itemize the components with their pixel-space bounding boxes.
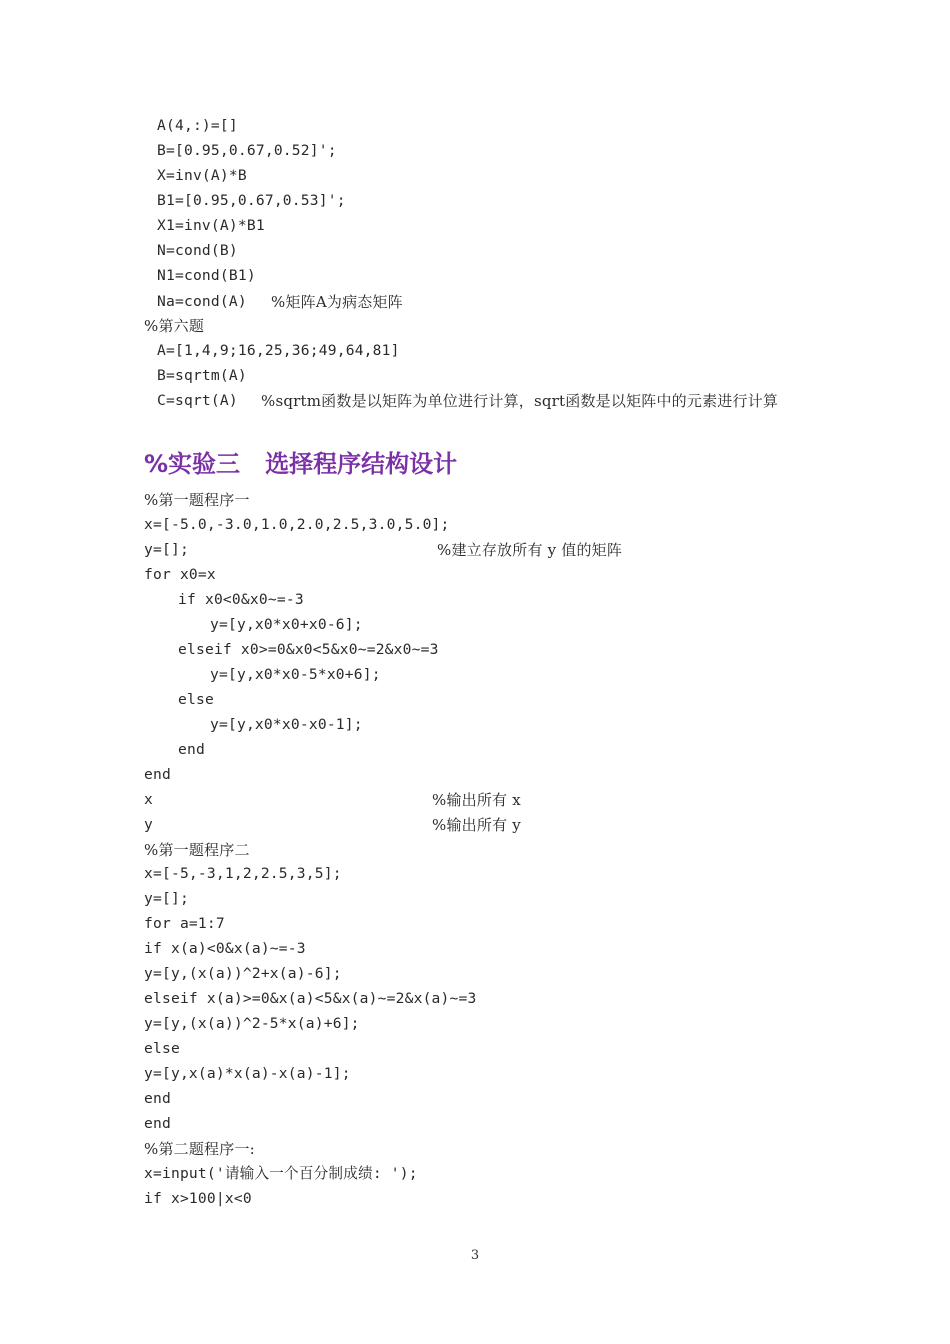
section-comment: %第一题程序一 bbox=[144, 491, 250, 509]
code-line: x=[-5,-3,1,2,2.5,3,5]; bbox=[144, 865, 342, 882]
code-line: B=[0.95,0.67,0.52]'; bbox=[157, 142, 337, 159]
code-comment: %建立存放所有 y 值的矩阵 bbox=[437, 541, 623, 559]
code-line: elseif x(a)>=0&x(a)<5&x(a)~=2&x(a)~=3 bbox=[144, 990, 477, 1007]
code-line: x bbox=[144, 791, 153, 808]
section-comment: %第六题 bbox=[144, 317, 205, 335]
code-comment: %矩阵A为病态矩阵 bbox=[271, 293, 403, 311]
code-line: x=input('请输入一个百分制成绩: '); bbox=[144, 1165, 418, 1182]
code-line: Na=cond(A) bbox=[157, 293, 247, 310]
code-line: N1=cond(B1) bbox=[157, 267, 256, 284]
code-comment: %输出所有 y bbox=[432, 816, 521, 834]
code-line: else bbox=[178, 691, 214, 708]
code-line: B1=[0.95,0.67,0.53]'; bbox=[157, 192, 346, 209]
code-line: end bbox=[144, 1090, 171, 1107]
section-comment: %第一题程序二 bbox=[144, 841, 250, 859]
code-line: if x(a)<0&x(a)~=-3 bbox=[144, 940, 306, 957]
code-line: for a=1:7 bbox=[144, 915, 225, 932]
code-line: X=inv(A)*B bbox=[157, 167, 247, 184]
code-line: y=[y,x(a)*x(a)-x(a)-1]; bbox=[144, 1065, 351, 1082]
code-line: end bbox=[144, 766, 171, 783]
code-line: y=[y,x0*x0-5*x0+6]; bbox=[210, 666, 381, 683]
section-heading: %实验三 选择程序结构设计 bbox=[144, 450, 458, 478]
code-line: else bbox=[144, 1040, 180, 1057]
code-line: if x0<0&x0~=-3 bbox=[178, 591, 304, 608]
code-line: x=[-5.0,-3.0,1.0,2.0,2.5,3.0,5.0]; bbox=[144, 516, 450, 533]
code-line: if x>100|x<0 bbox=[144, 1190, 252, 1207]
code-line: C=sqrt(A) bbox=[157, 392, 238, 409]
code-line: end bbox=[178, 741, 205, 758]
code-line: y=[y,(x(a))^2-5*x(a)+6]; bbox=[144, 1015, 360, 1032]
code-line: for x0=x bbox=[144, 566, 216, 583]
code-line: X1=inv(A)*B1 bbox=[157, 217, 265, 234]
code-line: A=[1,4,9;16,25,36;49,64,81] bbox=[157, 342, 400, 359]
code-line: N=cond(B) bbox=[157, 242, 238, 259]
section-comment: %第二题程序一: bbox=[144, 1140, 255, 1158]
code-line: y=[]; bbox=[144, 890, 189, 907]
code-line: y=[y,x0*x0+x0-6]; bbox=[210, 616, 363, 633]
code-line: y=[]; bbox=[144, 541, 189, 558]
page-number: 3 bbox=[470, 1248, 480, 1263]
code-line: y bbox=[144, 816, 153, 833]
code-comment: %sqrtm函数是以矩阵为单位进行计算，sqrt函数是以矩阵中的元素进行计算 bbox=[261, 392, 779, 410]
code-line: B=sqrtm(A) bbox=[157, 367, 247, 384]
code-line: y=[y,(x(a))^2+x(a)-6]; bbox=[144, 965, 342, 982]
code-line: y=[y,x0*x0-x0-1]; bbox=[210, 716, 363, 733]
code-line: A(4,:)=[] bbox=[157, 117, 238, 134]
code-line: end bbox=[144, 1115, 171, 1132]
code-comment: %输出所有 x bbox=[432, 791, 521, 809]
code-line: elseif x0>=0&x0<5&x0~=2&x0~=3 bbox=[178, 641, 439, 658]
